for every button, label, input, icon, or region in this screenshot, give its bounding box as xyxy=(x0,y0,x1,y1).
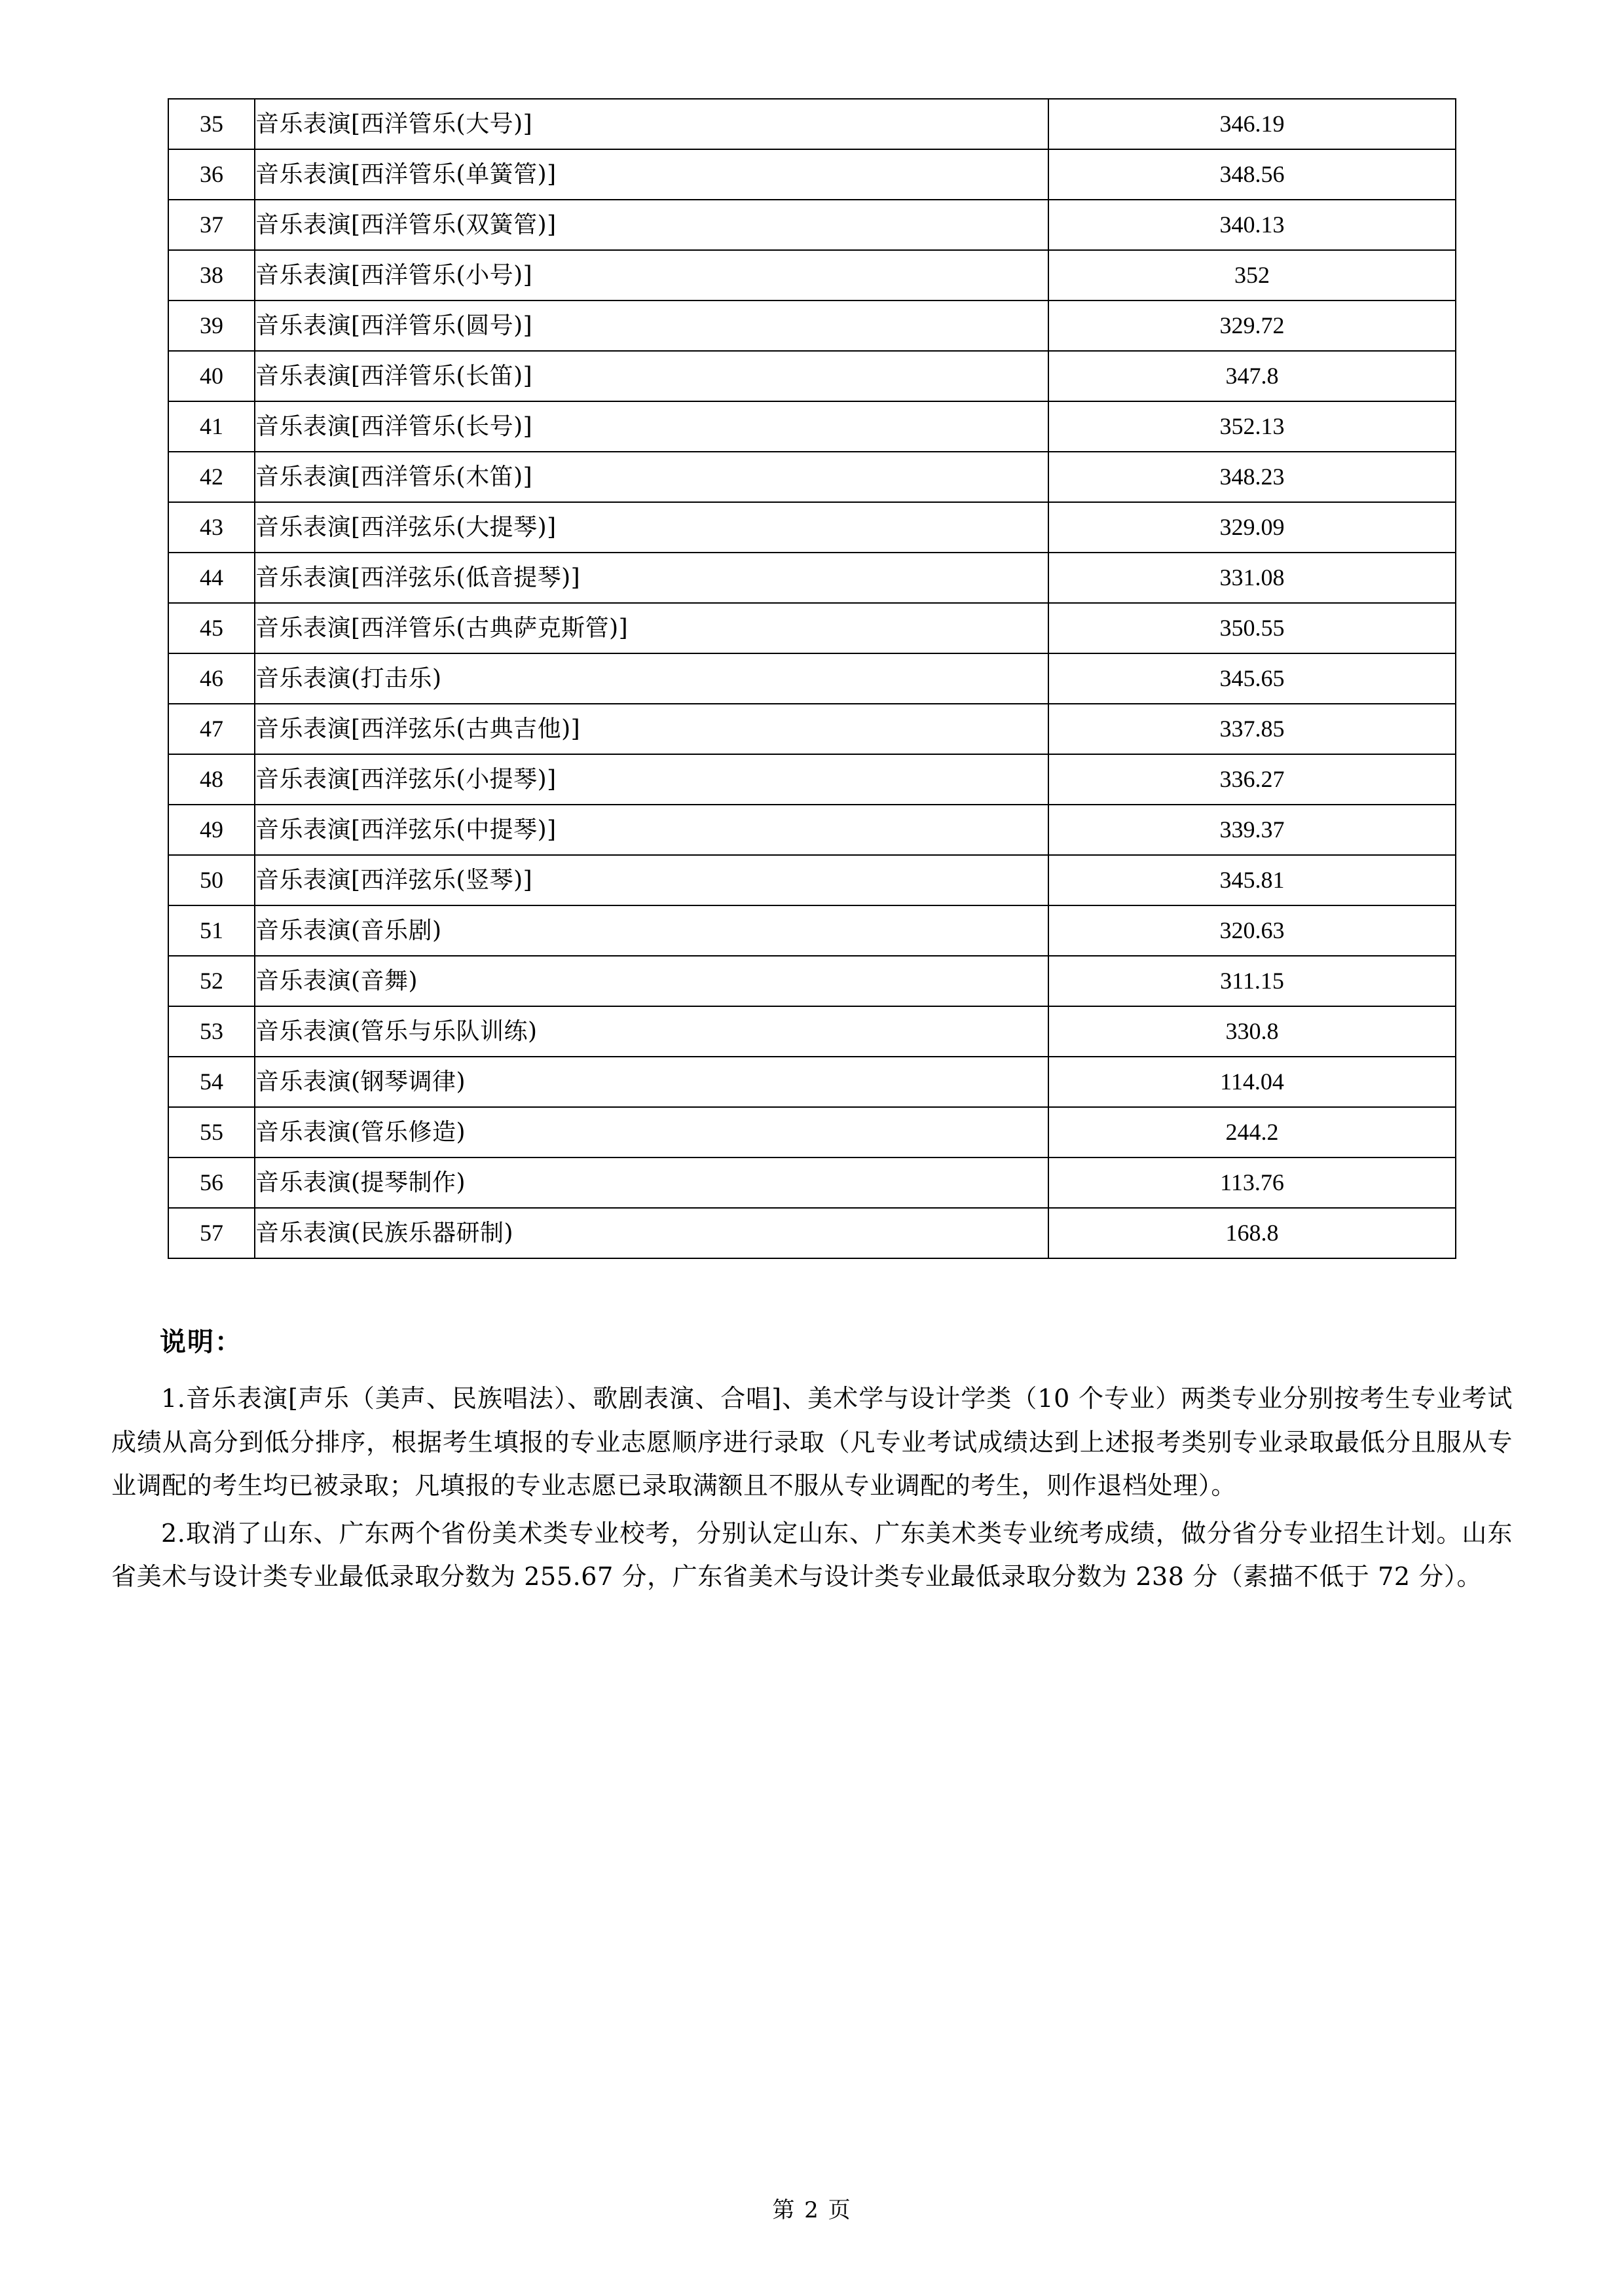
table-row xyxy=(168,250,1456,301)
row-number: 46 xyxy=(168,653,255,704)
row-major: 音乐表演(提琴制作) xyxy=(255,1157,1048,1208)
row-number: 48 xyxy=(168,754,255,805)
row-number: 56 xyxy=(168,1157,255,1208)
row-score: 114.04 xyxy=(1048,1057,1456,1107)
row-score: 113.76 xyxy=(1048,1157,1456,1208)
row-major: 音乐表演[西洋弦乐(小提琴)] xyxy=(255,754,1048,805)
row-score: 348.56 xyxy=(1048,149,1456,200)
row-number: 50 xyxy=(168,855,255,905)
table-row xyxy=(168,1157,1456,1208)
row-major: 音乐表演(打击乐) xyxy=(255,653,1048,704)
row-score: 345.81 xyxy=(1048,855,1456,905)
table-row xyxy=(168,351,1456,401)
row-score: 336.27 xyxy=(1048,754,1456,805)
table-row xyxy=(168,452,1456,502)
row-major: 音乐表演(音乐剧) xyxy=(255,905,1048,956)
table-row xyxy=(168,956,1456,1006)
table-row xyxy=(168,603,1456,653)
row-major: 音乐表演[西洋弦乐(低音提琴)] xyxy=(255,553,1048,603)
row-score: 347.8 xyxy=(1048,351,1456,401)
row-number: 43 xyxy=(168,502,255,553)
row-major: 音乐表演(音舞) xyxy=(255,956,1048,1006)
row-score: 340.13 xyxy=(1048,200,1456,250)
table-row xyxy=(168,905,1456,956)
row-major: 音乐表演(管乐修造) xyxy=(255,1107,1048,1157)
table-row xyxy=(168,1057,1456,1107)
table-row xyxy=(168,704,1456,754)
table-row xyxy=(168,805,1456,855)
row-score: 311.15 xyxy=(1048,956,1456,1006)
table-row xyxy=(168,1006,1456,1057)
row-number: 40 xyxy=(168,351,255,401)
row-number: 49 xyxy=(168,805,255,855)
table-row xyxy=(168,401,1456,452)
row-score: 244.2 xyxy=(1048,1107,1456,1157)
row-score: 339.37 xyxy=(1048,805,1456,855)
row-score: 350.55 xyxy=(1048,603,1456,653)
table-body xyxy=(168,99,1456,1258)
row-number: 45 xyxy=(168,603,255,653)
row-number: 47 xyxy=(168,704,255,754)
row-score: 352.13 xyxy=(1048,401,1456,452)
row-major: 音乐表演[西洋管乐(长笛)] xyxy=(255,351,1048,401)
table-row xyxy=(168,1107,1456,1157)
row-number: 36 xyxy=(168,149,255,200)
row-score: 331.08 xyxy=(1048,553,1456,603)
row-score: 330.8 xyxy=(1048,1006,1456,1057)
row-major: 音乐表演[西洋弦乐(古典吉他)] xyxy=(255,704,1048,754)
row-score: 337.85 xyxy=(1048,704,1456,754)
table-row xyxy=(168,301,1456,351)
row-score: 168.8 xyxy=(1048,1208,1456,1258)
note-item-1: 1.音乐表演[声乐（美声、民族唱法）、歌剧表演、合唱]、美术学与设计学类（10 个专业）两类专业分别按考生专业考试成绩从高分到低分排序，根据考生填报的专业志愿顺序进行录取（凡专业考试成绩达到上述报考类别专业录取最低分且服从专业调配的考生均已被录取；凡填报的专业志愿已录取满额且不服从专业调配的考生，则作退档处理）。 xyxy=(111,1384,1513,1500)
table-row xyxy=(168,200,1456,250)
row-major: 音乐表演(钢琴调律) xyxy=(255,1057,1048,1107)
row-number: 54 xyxy=(168,1057,255,1107)
row-major: 音乐表演(民族乐器研制) xyxy=(255,1208,1048,1258)
table-row xyxy=(168,653,1456,704)
row-major: 音乐表演[西洋管乐(古典萨克斯管)] xyxy=(255,603,1048,653)
table-row xyxy=(168,99,1456,149)
row-number: 42 xyxy=(168,452,255,502)
row-major: 音乐表演[西洋管乐(小号)] xyxy=(255,250,1048,301)
notes-title: 说明： xyxy=(160,1326,242,1357)
row-score: 329.09 xyxy=(1048,502,1456,553)
row-major: 音乐表演[西洋管乐(大号)] xyxy=(255,99,1048,149)
row-number: 37 xyxy=(168,200,255,250)
row-score: 348.23 xyxy=(1048,452,1456,502)
row-number: 57 xyxy=(168,1208,255,1258)
row-score: 329.72 xyxy=(1048,301,1456,351)
row-major: 音乐表演[西洋弦乐(竖琴)] xyxy=(255,855,1048,905)
notes-section xyxy=(111,1319,1513,1599)
table-row xyxy=(168,553,1456,603)
row-major: 音乐表演[西洋弦乐(中提琴)] xyxy=(255,805,1048,855)
row-number: 51 xyxy=(168,905,255,956)
row-score: 346.19 xyxy=(1048,99,1456,149)
row-number: 55 xyxy=(168,1107,255,1157)
row-major: 音乐表演[西洋管乐(圆号)] xyxy=(255,301,1048,351)
admission-score-table xyxy=(168,98,1456,1259)
row-number: 44 xyxy=(168,553,255,603)
row-major: 音乐表演(管乐与乐队训练) xyxy=(255,1006,1048,1057)
row-number: 41 xyxy=(168,401,255,452)
page-number: 第 2 页 xyxy=(772,2197,852,2223)
row-number: 39 xyxy=(168,301,255,351)
page-footer xyxy=(0,2192,1624,2224)
table-row xyxy=(168,149,1456,200)
table-row xyxy=(168,1208,1456,1258)
row-major: 音乐表演[西洋弦乐(大提琴)] xyxy=(255,502,1048,553)
row-score: 352 xyxy=(1048,250,1456,301)
row-number: 53 xyxy=(168,1006,255,1057)
row-major: 音乐表演[西洋管乐(长号)] xyxy=(255,401,1048,452)
table-row xyxy=(168,754,1456,805)
row-score: 345.65 xyxy=(1048,653,1456,704)
row-major: 音乐表演[西洋管乐(木笛)] xyxy=(255,452,1048,502)
row-number: 52 xyxy=(168,956,255,1006)
row-major: 音乐表演[西洋管乐(单簧管)] xyxy=(255,149,1048,200)
row-major: 音乐表演[西洋管乐(双簧管)] xyxy=(255,200,1048,250)
table-row xyxy=(168,502,1456,553)
row-score: 320.63 xyxy=(1048,905,1456,956)
note-item-2: 2.取消了山东、广东两个省份美术类专业校考，分别认定山东、广东美术类专业统考成绩，做分省分专业招生计划。山东省美术与设计类专业最低录取分数为 255.67 分，广东省美术与设计类专业最低录取分数为 238 分（素描不低于 72 分）。 xyxy=(111,1518,1513,1591)
row-number: 38 xyxy=(168,250,255,301)
table-row xyxy=(168,855,1456,905)
row-number: 35 xyxy=(168,99,255,149)
